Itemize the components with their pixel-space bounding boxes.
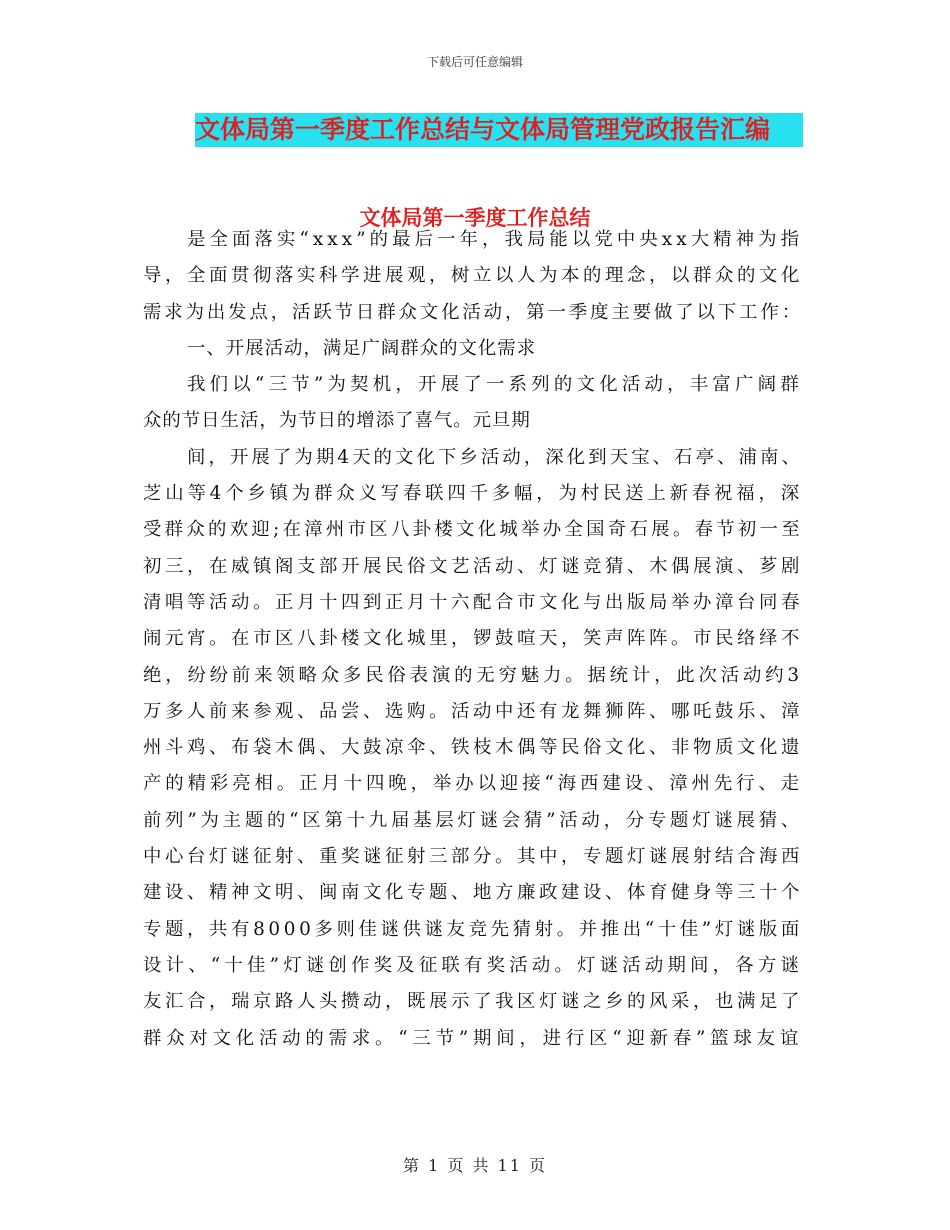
text-line: 清唱等活动。正月十四到正月十六配合市文化与出版局举办漳台同春: [143, 591, 803, 613]
text-line: 我们以“三节”为契机，开展了一系列的文化活动，丰富广阔群: [187, 374, 803, 396]
text-line: 万多人前来参观、品尝、选购。活动中还有龙舞狮阵、哪吒鼓乐、漳: [143, 700, 803, 722]
text-line: 芝山等4个乡镇为群众义写春联四千多幅，为村民送上新春祝福，深: [143, 483, 803, 505]
text-line: 州斗鸡、布袋木偶、大鼓凉伞、铁枝木偶等民俗文化、非物质文化遗: [143, 737, 803, 759]
main-title: 文体局第一季度工作总结与文体局管理党政报告汇编: [195, 115, 771, 144]
header-note: 下载后可任意编辑: [426, 55, 523, 69]
text-line: 闹元宵。在市区八卦楼文化城里，锣鼓喧天，笑声阵阵。市民络绎不: [143, 628, 803, 650]
text-line: 绝，纷纷前来领略众多民俗表演的无穷魅力。据统计，此次活动约3: [143, 664, 803, 686]
text-line: 中心台灯谜征射、重奖谜征射三部分。其中，专题灯谜展射结合海西: [143, 846, 803, 868]
text-line: 群众对文化活动的需求。“三节”期间，进行区“迎新春”篮球友谊: [143, 1027, 803, 1049]
text-line: 受群众的欢迎;在漳州市区八卦楼文化城举办全国奇石展。春节初一至: [143, 519, 803, 541]
text-line: 产的精彩亮相。正月十四晚，举办以迎接“海西建设、漳州先行、走: [143, 773, 803, 795]
section-title: 文体局第一季度工作总结: [359, 205, 591, 230]
text-line: 间，开展了为期4天的文化下乡活动，深化到天宝、石亭、浦南、: [187, 446, 803, 468]
text-line: 需求为出发点，活跃节日群众文化活动，第一季度主要做了以下工作：: [143, 301, 803, 323]
text-line: 设计、“十佳”灯谜创作奖及征联有奖活动。灯谜活动期间，各方谜: [143, 954, 803, 976]
body-text: [143, 222, 803, 1057]
text-line: 一、开展活动，满足广阔群众的文化需求: [187, 337, 537, 359]
text-line: 导，全面贯彻落实科学进展观，树立以人为本的理念，以群众的文化: [143, 265, 803, 287]
text-line: 是全面落实“xxx”的最后一年，我局能以党中央xx大精神为指: [187, 229, 803, 250]
text-line: 前列”为主题的“区第十九届基层灯谜会猜”活动，分专题灯谜展猜、: [143, 809, 803, 831]
text-line: 众的节日生活，为节日的增添了喜气。元旦期: [143, 410, 531, 432]
text-line: 建设、精神文明、闽南文化专题、地方廉政建设、体育健身等三十个: [143, 882, 803, 904]
main-title-highlight: [195, 113, 803, 147]
text-line: 专题，共有8000多则佳谜供谜友竞先猜射。并推出“十佳”灯谜版面: [143, 918, 803, 940]
text-line: 初三，在威镇阁支部开展民俗文艺活动、灯谜竞猜、木偶展演、芗剧: [143, 555, 803, 577]
text-line: 友汇合，瑞京路人头攒动，既展示了我区灯谜之乡的风采，也满足了: [143, 991, 803, 1013]
page-footer: 第 1 页 共 11 页: [403, 1156, 547, 1175]
